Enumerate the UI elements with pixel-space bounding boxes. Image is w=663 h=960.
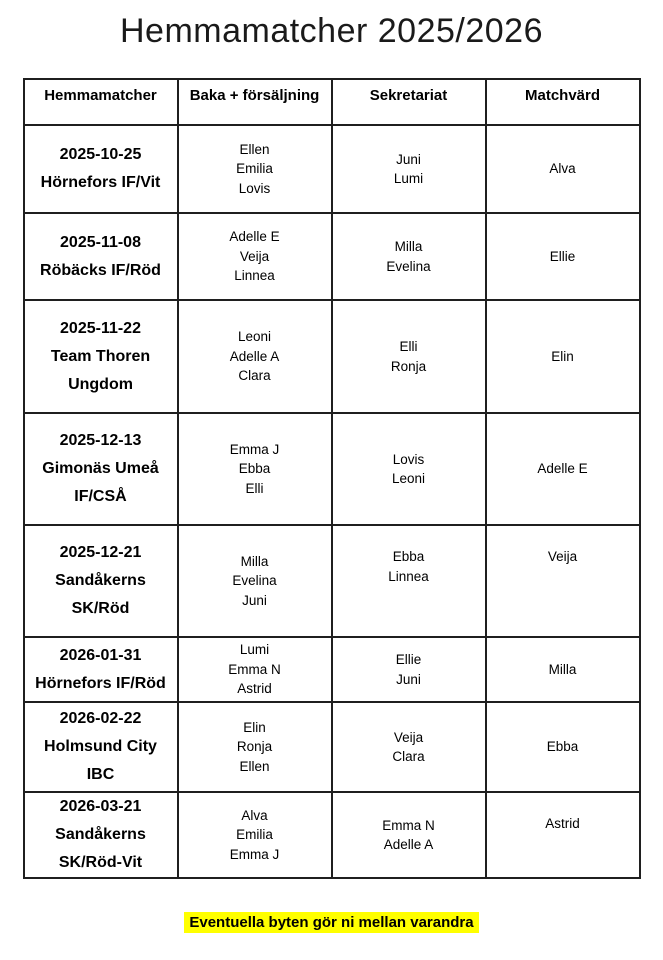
person-name: Juni (396, 671, 421, 687)
person-name: Ellie (395, 652, 422, 667)
person-name: Alva (241, 807, 268, 823)
match-team: Gimonäs Umeå (42, 460, 159, 477)
match-date: 2025-12-13 (59, 432, 142, 449)
person-name: Elli (245, 480, 264, 496)
match-cell (24, 792, 178, 878)
person-name: Elin (243, 719, 266, 735)
table-row (24, 213, 640, 300)
column-header-0: Hemmamatcher (24, 79, 178, 125)
table-header (24, 79, 640, 125)
sekretariat-cell (332, 637, 486, 702)
person-name: Ellen (239, 141, 270, 157)
sekretariat-cell (332, 300, 486, 413)
person-name: Evelina (232, 573, 277, 589)
person-name: Emma N (228, 661, 281, 677)
match-cell (24, 213, 178, 300)
table-row (24, 792, 640, 878)
match-team: Hörnefors IF/Vit (40, 174, 161, 191)
match-team: IBC (86, 766, 115, 783)
matchvard-cell (486, 637, 640, 702)
match-team: Holmsund City (44, 738, 157, 755)
person-name: Milla (394, 239, 423, 254)
person-name: Emilia (236, 161, 273, 177)
person-name: Leoni (391, 471, 426, 486)
sekretariat-cell (332, 213, 486, 300)
matchvard-cell (486, 213, 640, 300)
person-name: Emma J (229, 441, 280, 457)
table-row (24, 413, 640, 525)
person-name: Elin (551, 348, 574, 364)
baka-cell (178, 792, 332, 878)
match-cell (24, 413, 178, 525)
person-name: Ebba (238, 461, 271, 477)
person-name: Leoni (237, 329, 272, 345)
match-date: 2026-03-21 (59, 798, 142, 815)
match-date: 2025-11-08 (60, 233, 141, 251)
matchvard-cell (486, 125, 640, 213)
matchvard-cell (486, 792, 640, 878)
table-row (24, 702, 640, 792)
column-header-1: Baka + försäljning (178, 79, 332, 125)
match-team: IF/CSÅ (74, 488, 127, 505)
match-team: SK/Röd (71, 600, 130, 617)
person-name: Astrid (237, 681, 272, 697)
baka-cell (178, 525, 332, 637)
person-name: Adelle E (229, 229, 280, 245)
person-name: Emilia (236, 827, 273, 843)
match-date: 2026-01-31 (59, 646, 142, 664)
person-name: Emma N (382, 817, 435, 833)
person-name: Veija (239, 248, 270, 264)
person-name: Elli (399, 339, 418, 354)
person-name: Milla (548, 661, 577, 677)
sekretariat-cell (332, 125, 486, 213)
match-team: Röbäcks IF/Röd (40, 261, 161, 279)
schedule-table (23, 78, 641, 879)
match-team: Ungdom (68, 375, 133, 393)
person-name: Veija (547, 549, 578, 564)
baka-cell (178, 702, 332, 792)
match-team: Team Thoren (50, 347, 151, 365)
baka-cell (178, 637, 332, 702)
match-cell (24, 637, 178, 702)
table-row (24, 300, 640, 413)
match-date: 2025-11-22 (60, 319, 141, 337)
person-name: Ebba (546, 739, 579, 755)
baka-cell (178, 213, 332, 300)
person-name: Ellen (239, 758, 270, 774)
person-name: Lumi (239, 642, 270, 658)
match-team: SK/Röd-Vit (58, 854, 143, 871)
table-row (24, 637, 640, 702)
person-name: Linnea (388, 568, 429, 584)
matchvard-cell (486, 525, 640, 637)
match-date: 2025-12-21 (59, 544, 142, 561)
person-name: Juni (396, 151, 421, 167)
person-name: Linnea (234, 268, 275, 284)
person-name: Alva (549, 161, 576, 177)
person-name: Lovis (238, 180, 271, 196)
page-title: Hemmamatcher 2025/2026 (119, 12, 543, 50)
person-name: Evelina (386, 258, 431, 274)
match-cell (24, 702, 178, 792)
person-name: Adelle A (229, 348, 280, 364)
footer-note-highlighted: Eventuella byten gör ni mellan varandra (184, 912, 478, 933)
match-cell (24, 125, 178, 213)
baka-cell (178, 413, 332, 525)
person-name: Juni (242, 592, 267, 608)
matchvard-cell (486, 702, 640, 792)
match-date: 2026-02-22 (59, 710, 142, 727)
person-name: Emma J (229, 846, 280, 862)
table-row (24, 525, 640, 637)
person-name: Adelle A (383, 837, 434, 852)
sekretariat-cell (332, 702, 486, 792)
matchvard-cell (486, 413, 640, 525)
match-team: Sandåkerns (55, 826, 146, 843)
person-name: Adelle E (537, 461, 588, 477)
person-name: Ronja (236, 739, 273, 755)
person-name: Clara (392, 749, 425, 764)
column-header-2: Sekretariat (332, 79, 486, 125)
person-name: Lovis (392, 451, 425, 467)
person-name: Veija (393, 729, 424, 745)
baka-cell (178, 300, 332, 413)
person-name: Astrid (545, 816, 580, 831)
person-name: Clara (238, 368, 271, 384)
match-team: Hörnefors IF/Röd (35, 674, 166, 692)
sekretariat-cell (332, 413, 486, 525)
footer-area (0, 912, 663, 933)
sekretariat-cell (332, 792, 486, 878)
table-body (24, 125, 640, 878)
person-name: Ebba (392, 549, 425, 564)
match-date: 2025-10-25 (59, 146, 142, 163)
match-cell (24, 300, 178, 413)
person-name: Milla (240, 553, 269, 569)
baka-cell (178, 125, 332, 213)
person-name: Lumi (393, 171, 424, 186)
person-name: Ronja (390, 358, 427, 374)
matchvard-cell (486, 300, 640, 413)
sekretariat-cell (332, 525, 486, 637)
match-cell (24, 525, 178, 637)
person-name: Ellie (549, 248, 576, 264)
header-row (24, 79, 640, 125)
table-row (24, 125, 640, 213)
column-header-3: Matchvärd (486, 79, 640, 125)
match-team: Sandåkerns (55, 572, 146, 589)
